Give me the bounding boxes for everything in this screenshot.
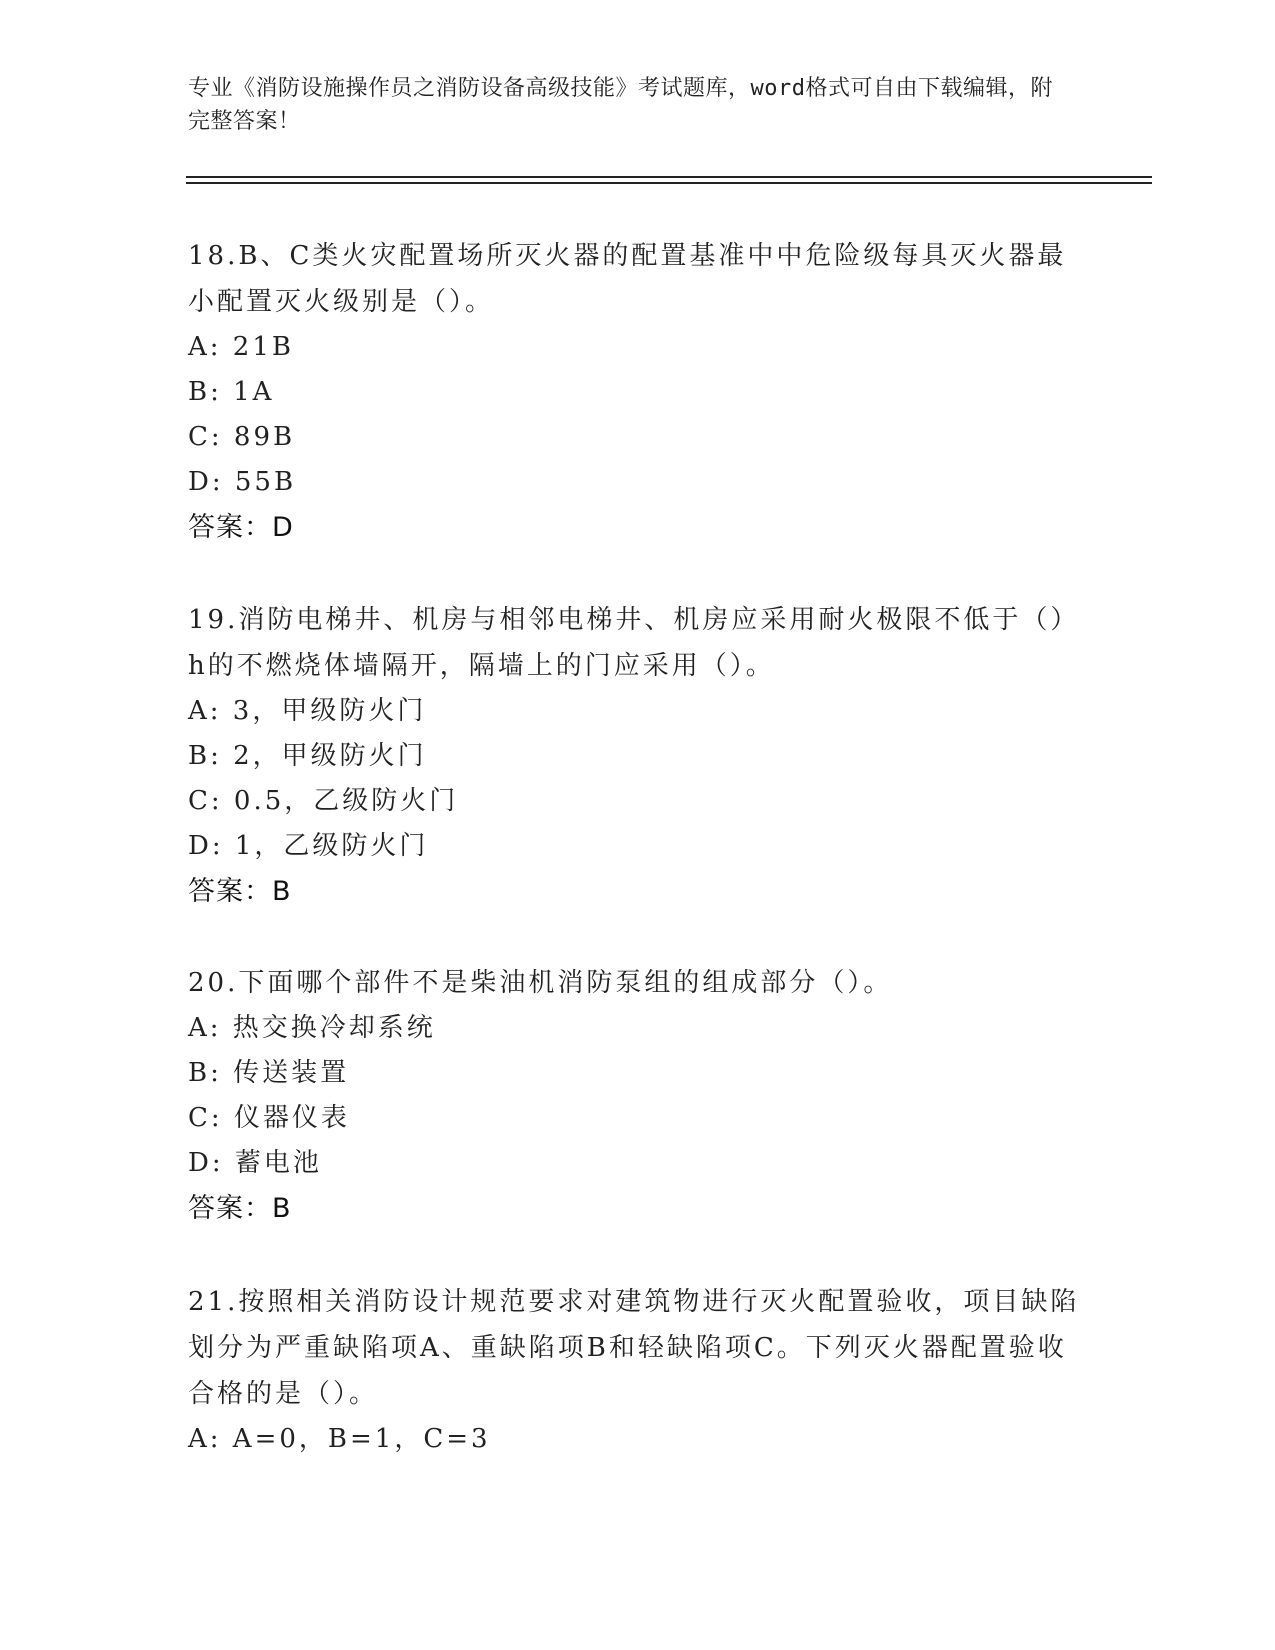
option-a: A: 21B <box>188 332 294 362</box>
option-b: B: 2，甲级防火门 <box>188 741 427 771</box>
question-19 <box>188 597 1088 915</box>
option-c: C: 仪器仪表 <box>188 1103 350 1133</box>
option-b: B: 1A <box>188 377 275 407</box>
option-d: D: 1，乙级防火门 <box>188 831 429 861</box>
option-d: D: 蓄电池 <box>188 1148 322 1178</box>
option-d: D: 55B <box>188 467 297 497</box>
question-text: 20.下面哪个部件不是柴油机消防泵组的组成部分（）。 <box>188 968 893 998</box>
option-a: A: A=0，B=1，C=3 <box>188 1424 491 1454</box>
option-a: A: 热交换冷却系统 <box>188 1013 436 1043</box>
question-text: 21.按照相关消防设计规范要求对建筑物进行灭火配置验收，项目缺陷划分为严重缺陷项A、重缺陷项B和轻缺陷项C。下列灭火器配置验收合格的是（）。 <box>188 1287 1080 1409</box>
question-21 <box>188 1279 1088 1462</box>
question-text: 19.消防电梯井、机房与相邻电梯井、机房应采用耐火极限不低于（）h的不燃烧体墙隔开，隔墙上的门应采用（）。 <box>188 605 1080 681</box>
question-18 <box>188 233 1088 551</box>
answer: 答案：B <box>188 876 292 907</box>
header-divider-top <box>186 176 1152 178</box>
option-a: A: 3，甲级防火门 <box>188 696 427 726</box>
answer: 答案：B <box>188 1193 292 1224</box>
answer: 答案：D <box>188 512 294 543</box>
option-c: C: 89B <box>188 422 296 452</box>
question-20 <box>188 960 1088 1232</box>
header-divider-bottom <box>186 182 1152 184</box>
question-text: 18.B、C类火灾配置场所灭火器的配置基准中中危险级每具灭火器最小配置灭火级别是（）。 <box>188 241 1067 317</box>
option-c: C: 0.5，乙级防火门 <box>188 786 459 816</box>
document-header: 专业《消防设施操作员之消防设备高级技能》考试题库，word格式可自由下载编辑，附完整答案！ <box>188 76 1053 134</box>
option-b: B: 传送装置 <box>188 1058 350 1088</box>
